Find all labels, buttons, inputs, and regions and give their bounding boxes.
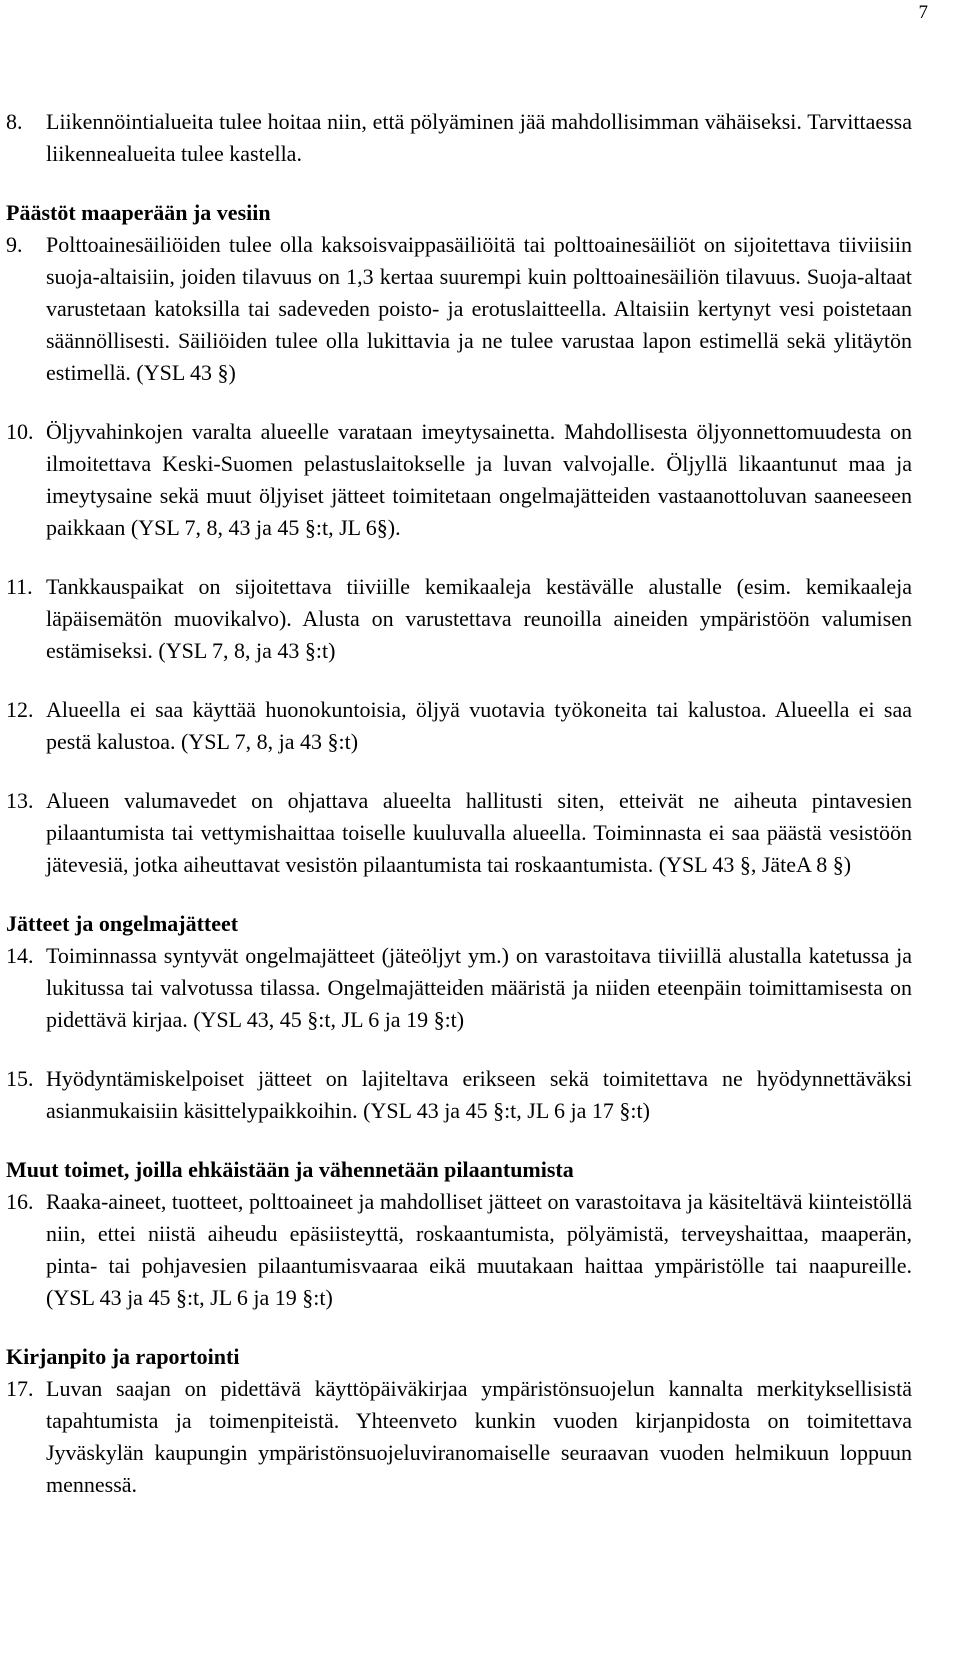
section-heading-other-measures: Muut toimet, joilla ehkäistään ja vähennetään pilaantumista <box>6 1157 574 1182</box>
list-item-15 <box>6 1063 912 1127</box>
list-item-16 <box>6 1186 912 1314</box>
list-item-12 <box>6 694 912 758</box>
item-text: Polttoainesäiliöiden tulee olla kaksoisvaippasäiliöitä tai polttoainesäiliöt on sijoitettava tiiviisiin suoja-altaisiin, joiden tilavuus on 1,3 kertaa suurempi kuin polttoainesäiliön tilavuus. Suoja-altaat varustetaan katoksilla tai sadeveden poisto- ja erotuslaitteella. Altaisiin kertynyt vesi poistetaan säännöllisesti. Säiliöiden tulee olla lukittavia ja ne tulee varustaa lapon estimellä sekä ylitäytön estimellä. (YSL 43 §) <box>46 232 912 385</box>
page-number: 7 <box>918 2 928 23</box>
section-heading-waste: Jätteet ja ongelmajätteet <box>6 911 239 936</box>
list-item-9 <box>6 229 912 389</box>
item-number: 11. <box>6 574 33 599</box>
item-number: 16. <box>6 1189 34 1214</box>
list-item-14 <box>6 940 912 1036</box>
item-text: Raaka-aineet, tuotteet, polttoaineet ja mahdolliset jätteet on varastoitava ja käsiteltävä kiinteistöllä niin, ettei niistä aiheudu epäsiisteyttä, roskaantumista, pölyämistä, terveyshaittaa, maaperän, pinta- tai pohjavesien pilaantumisvaaraa eikä muutakaan haittaa ympäristölle tai naapureille. (YSL 43 ja 45 §:t, JL 6 ja 19 §:t) <box>46 1189 912 1310</box>
section-heading-records: Kirjanpito ja raportointi <box>6 1344 240 1369</box>
list-item-17 <box>6 1373 912 1501</box>
item-text: Alueella ei saa käyttää huonokuntoisia, öljyä vuotavia työkoneita tai kalustoa. Alueella ei saa pestä kalustoa. (YSL 7, 8, ja 43 §:t) <box>46 697 912 754</box>
list-item-10 <box>6 416 912 544</box>
item-text: Alueen valumavedet on ohjattava alueelta hallitusti siten, etteivät ne aiheuta pintavesien pilaantumista tai vettymishaittaa toiselle kuuluvalla alueella. Toiminnasta ei saa päästä vesistöön jätevesiä, jotka aiheuttavat vesistön pilaantumista tai roskaantumista. (YSL 43 §, JäteA 8 §) <box>46 788 912 877</box>
item-text: Öljyvahinkojen varalta alueelle varataan imeytysainetta. Mahdollisesta öljyonnettomuudesta on ilmoitettava Keski-Suomen pelastuslaitokselle ja luvan valvojalle. Öljyllä likaantunut maa ja imeytysaine sekä muut öljyiset jätteet toimitetaan ongelmajätteiden vastaanottoluvan saaneeseen paikkaan (YSL 7, 8, 43 ja 45 §:t, JL 6§). <box>46 419 912 540</box>
item-number: 10. <box>6 419 34 444</box>
item-number: 15. <box>6 1066 34 1091</box>
item-number: 9. <box>6 232 23 257</box>
item-number: 17. <box>6 1376 34 1401</box>
document-body <box>6 106 912 1501</box>
item-number: 12. <box>6 697 34 722</box>
item-number: 13. <box>6 788 34 813</box>
item-text: Hyödyntämiskelpoiset jätteet on lajiteltava erikseen sekä toimitettava ne hyödynnettäväksi asianmukaisiin käsittelypaikkoihin. (YSL 43 ja 45 §:t, JL 6 ja 17 §:t) <box>46 1066 912 1123</box>
item-text: Liikennöintialueita tulee hoitaa niin, että pölyäminen jää mahdollisimman vähäiseksi. Tarvittaessa liikennealueita tulee kastella. <box>46 109 912 166</box>
item-number: 8. <box>6 109 23 134</box>
section-heading-emissions: Päästöt maaperään ja vesiin <box>6 200 271 225</box>
item-text: Toiminnassa syntyvät ongelmajätteet (jäteöljyt ym.) on varastoitava tiiviillä alustalla katetussa ja lukitussa tai valvotussa tilassa. Ongelmajätteiden määristä ja niiden eteenpäin toimittamisesta on pidettävä kirjaa. (YSL 43, 45 §:t, JL 6 ja 19 §:t) <box>46 943 912 1032</box>
item-text: Luvan saajan on pidettävä käyttöpäiväkirjaa ympäristönsuojelun kannalta merkityksellisistä tapahtumista ja toimenpiteistä. Yhteenveto kunkin vuoden kirjanpidosta on toimitettava Jyväskylän kaupungin ympäristönsuojeluviranomaiselle seuraavan vuoden helmikuun loppuun mennessä. <box>46 1376 912 1497</box>
list-item-8 <box>6 106 912 170</box>
item-text: Tankkauspaikat on sijoitettava tiiviille kemikaaleja kestävälle alustalle (esim. kemikaaleja läpäisemätön muovikalvo). Alusta on varustettava reunoilla aineiden ympäristöön valumisen estämiseksi. (YSL 7, 8, ja 43 §:t) <box>46 574 912 663</box>
list-item-13 <box>6 785 912 881</box>
item-number: 14. <box>6 943 34 968</box>
list-item-11 <box>6 571 912 667</box>
